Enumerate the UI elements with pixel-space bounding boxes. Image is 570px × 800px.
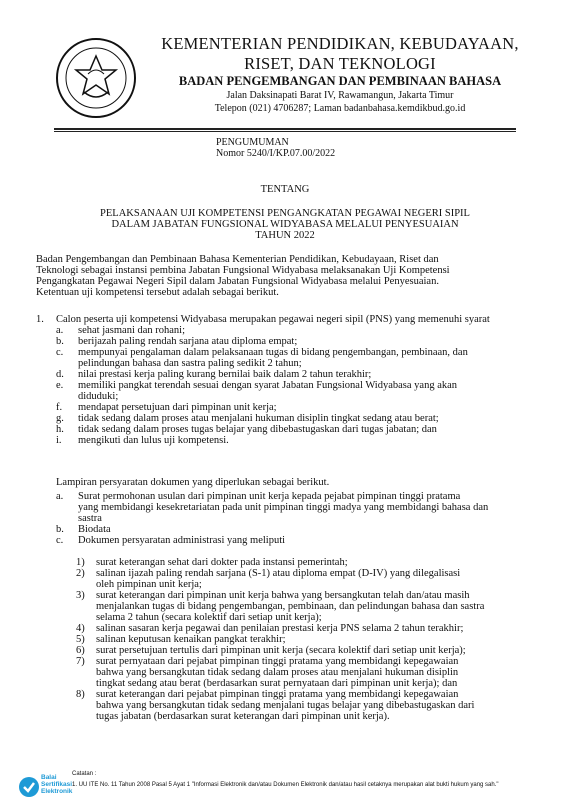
list-item-line: surat persetujuan tertulis dari pimpinan unit kerja (secara kolektif dari setiap unit kerja); — [96, 645, 466, 656]
list-item-line: salinan keputusan kenaikan pangkat terakhir; — [96, 634, 286, 645]
list-item-line: nilai prestasi kerja paling kurang bernilai baik dalam 2 tahun terakhir; — [78, 369, 372, 380]
ministry-logo — [54, 36, 138, 120]
list-item — [56, 435, 536, 446]
list-item-line: yang membidangi kesekretariatan pada unit pimpinan tinggi madya yang membidangi bahasa dan — [78, 502, 489, 513]
list-item — [56, 491, 536, 524]
list-item-line: mendapat persetujuan dari pimpinan unit kerja; — [78, 402, 277, 413]
list-item-line: mempunyai pengalaman dalam pelaksanaan tugas di bidang pengembangan, pembinaan, dan — [78, 347, 468, 358]
list-item-line: oleh pimpinan unit kerja; — [96, 579, 202, 590]
list-item-marker: b. — [56, 524, 64, 535]
list-item — [76, 645, 536, 656]
intro-line: Badan Pengembangan dan Pembinaan Bahasa Kementerian Pendidikan, Kebudayaan, Riset dan — [36, 254, 439, 265]
list-item-line: Biodata — [78, 524, 111, 535]
announcement-number: Nomor 5240/I/KP.07.00/2022 — [216, 148, 336, 159]
list-item-marker: g. — [56, 413, 64, 424]
list-item-line: diduduki; — [78, 391, 119, 402]
list-item — [56, 524, 536, 535]
list-item-line: tingkat sedang atau berat (berdasarkan surat pernyataan dari pimpinan unit kerja); dan — [96, 678, 458, 689]
list-item-marker: 7) — [76, 656, 85, 667]
list-item-line: bahwa yang bersangkutan tidak sedang menjalani tugas belajar yang dibebastugaskan dari — [96, 700, 475, 711]
list-item-marker: c. — [56, 535, 64, 546]
documents-list — [56, 491, 536, 546]
section2-lead: Lampiran persyaratan dokumen yang diperlukan sebagai berikut. — [56, 477, 330, 488]
list-item — [76, 557, 536, 568]
admin-documents-list — [76, 557, 536, 722]
list-item-line: pelindungan bahasa dan sastra paling sedikit 2 tahun; — [78, 358, 302, 369]
list-item-marker: 5) — [76, 634, 85, 645]
subject-line2: DALAM JABATAN FUNGSIONAL WIDYABASA MELALUI PENYESUAIAN — [111, 219, 459, 230]
intro-line: Pengangkatan Pegawai Negeri Sipil dalam Jabatan Fungsional Widyabasa melalui Penyesuaian. — [36, 276, 439, 287]
note-1: 1. UU ITE No. 11 Tahun 2008 Pasal 5 Ayat 1 "Informasi Elektronik dan/atau Dokumen Elektronik dan/atau hasil cetaknya merupakan alat bukti hukum yang sah." — [72, 782, 499, 788]
footer-notes — [72, 770, 570, 789]
about-label: TENTANG — [260, 184, 310, 195]
header-rule-thick — [54, 128, 516, 130]
list-item-marker: 4) — [76, 623, 85, 634]
list-item — [76, 689, 536, 722]
contact-line: Telepon (021) 4706287; Laman badanbahasa.kemdikbud.go.id — [214, 103, 466, 114]
list-item-line: salinan ijazah paling rendah sarjana (S-1) atau diploma empat (D-IV) yang dilegalisasi — [96, 568, 461, 579]
list-item — [56, 424, 536, 435]
list-item-line: tidak sedang dalam proses tugas belajar yang dibebastugaskan dari tugas jabatan; dan — [78, 424, 437, 435]
announcement-heading — [216, 137, 335, 159]
subject-line3: TAHUN 2022 — [255, 230, 315, 241]
section1-number: 1. — [36, 314, 44, 325]
list-item-marker: h. — [56, 424, 64, 435]
list-item-marker: e. — [56, 380, 64, 391]
notes-label: Catatan : — [72, 771, 97, 777]
list-item-line: salinan sasaran kerja pegawai dan penilaian prestasi kerja PNS selama 2 tahun terakhir; — [96, 623, 464, 634]
list-item-marker: 3) — [76, 590, 85, 601]
list-item — [76, 590, 536, 623]
list-item — [56, 402, 536, 413]
badge-line3: Elektronik — [41, 788, 73, 795]
list-item — [56, 380, 536, 402]
address-line: Jalan Daksinapati Barat IV, Rawamangun, Jakarta Timur — [226, 90, 454, 101]
list-item — [76, 634, 536, 645]
intro-line: Teknologi sebagai instansi pembina Jabatan Fungsional Widyabasa melaksanakan Uji Kompetensi — [36, 265, 450, 276]
list-item-line: bahwa yang bersangkutan tidak sedang dalam proses atau menjalani hukuman disiplin — [96, 667, 459, 678]
agency-address — [140, 89, 540, 115]
list-item-line: surat keterangan sehat dari dokter pada instansi pemerintah; — [96, 557, 348, 568]
list-item — [56, 413, 536, 424]
list-item-line: surat keterangan dari pimpinan unit kerja bahwa yang bersangkutan telah dan/atau masih — [96, 590, 470, 601]
section1-lead: Calon peserta uji kompetensi Widyabasa merupakan pegawai negeri sipil (PNS) yang memenuhi syarat — [56, 314, 490, 325]
list-item-marker: 2) — [76, 568, 85, 579]
list-item-marker: 6) — [76, 645, 85, 656]
list-item-marker: d. — [56, 369, 64, 380]
badge-line2: Sertifikasi — [41, 781, 73, 788]
list-item-line: sastra — [78, 513, 102, 524]
list-item-line: sehat jasmani dan rohani; — [78, 325, 186, 336]
announcement-label: PENGUMUMAN — [216, 137, 289, 148]
list-item-line: Dokumen persyaratan administrasi yang meliputi — [78, 535, 286, 546]
list-item-marker: a. — [56, 325, 64, 336]
list-item — [56, 336, 536, 347]
list-item-marker: f. — [56, 402, 63, 413]
intro-line: Ketentuan uji kompetensi tersebut adalah sebagai berikut. — [36, 287, 279, 298]
list-item-line: memiliki pangkat terendah sesuai dengan syarat Jabatan Fungsional Widyabasa yang akan — [78, 380, 458, 391]
list-item-marker: 8) — [76, 689, 85, 700]
bsre-logo — [18, 772, 73, 800]
list-item-line: surat pernyataan dari pejabat pimpinan tinggi pratama yang membidangi kepegawaian — [96, 656, 459, 667]
list-item-line: mengikuti dan lulus uji kompetensi. — [78, 435, 229, 446]
list-item-line: surat keterangan dari pejabat pimpinan tinggi pratama yang membidangi kepegawaian — [96, 689, 459, 700]
header-rule-thin — [54, 131, 516, 132]
list-item-marker: a. — [56, 491, 64, 502]
list-item-line: tidak sedang dalam proses atau menjalani hukuman disiplin tingkat sedang atau berat; — [78, 413, 439, 424]
subject-line1: PELAKSANAAN UJI KOMPETENSI PENGANGKATAN PEGAWAI NEGERI SIPIL — [100, 208, 470, 219]
list-item — [56, 535, 536, 546]
ministry-title-line1: KEMENTERIAN PENDIDIKAN, KEBUDAYAAN, — [161, 34, 519, 53]
agency-name: BADAN PENGEMBANGAN DAN PEMBINAAN BAHASA — [178, 74, 502, 88]
list-item-line: Surat permohonan usulan dari pimpinan unit kerja kepada pejabat pimpinan tinggi pratama — [78, 491, 461, 502]
list-item-marker: c. — [56, 347, 64, 358]
ministry-title — [140, 34, 540, 74]
list-item — [56, 347, 536, 369]
list-item — [76, 623, 536, 634]
list-item-line: tugas jabatan (berdasarkan surat keterangan dari pimpinan unit kerja). — [96, 711, 390, 722]
list-item-marker: 1) — [76, 557, 85, 568]
list-item-marker: b. — [56, 336, 64, 347]
announcement-subject — [40, 208, 530, 241]
ministry-title-line2: RISET, DAN TEKNOLOGI — [244, 54, 436, 73]
list-item-line: berijazah paling rendah sarjana atau diploma empat; — [78, 336, 298, 347]
list-item-marker: i. — [56, 435, 62, 446]
list-item — [76, 568, 536, 590]
list-item-line: selama 2 tahun (secara kolektif dari setiap unit kerja); — [96, 612, 322, 623]
intro-paragraph — [36, 254, 532, 298]
list-item-line: menjalankan tugas di bidang pengembangan, pembinaan, dan pelindungan bahasa dan sastra — [96, 601, 485, 612]
list-item — [76, 656, 536, 689]
list-item — [56, 369, 536, 380]
badge-line1: Balai — [41, 774, 57, 781]
list-item — [56, 325, 536, 336]
requirements-list — [56, 325, 536, 446]
